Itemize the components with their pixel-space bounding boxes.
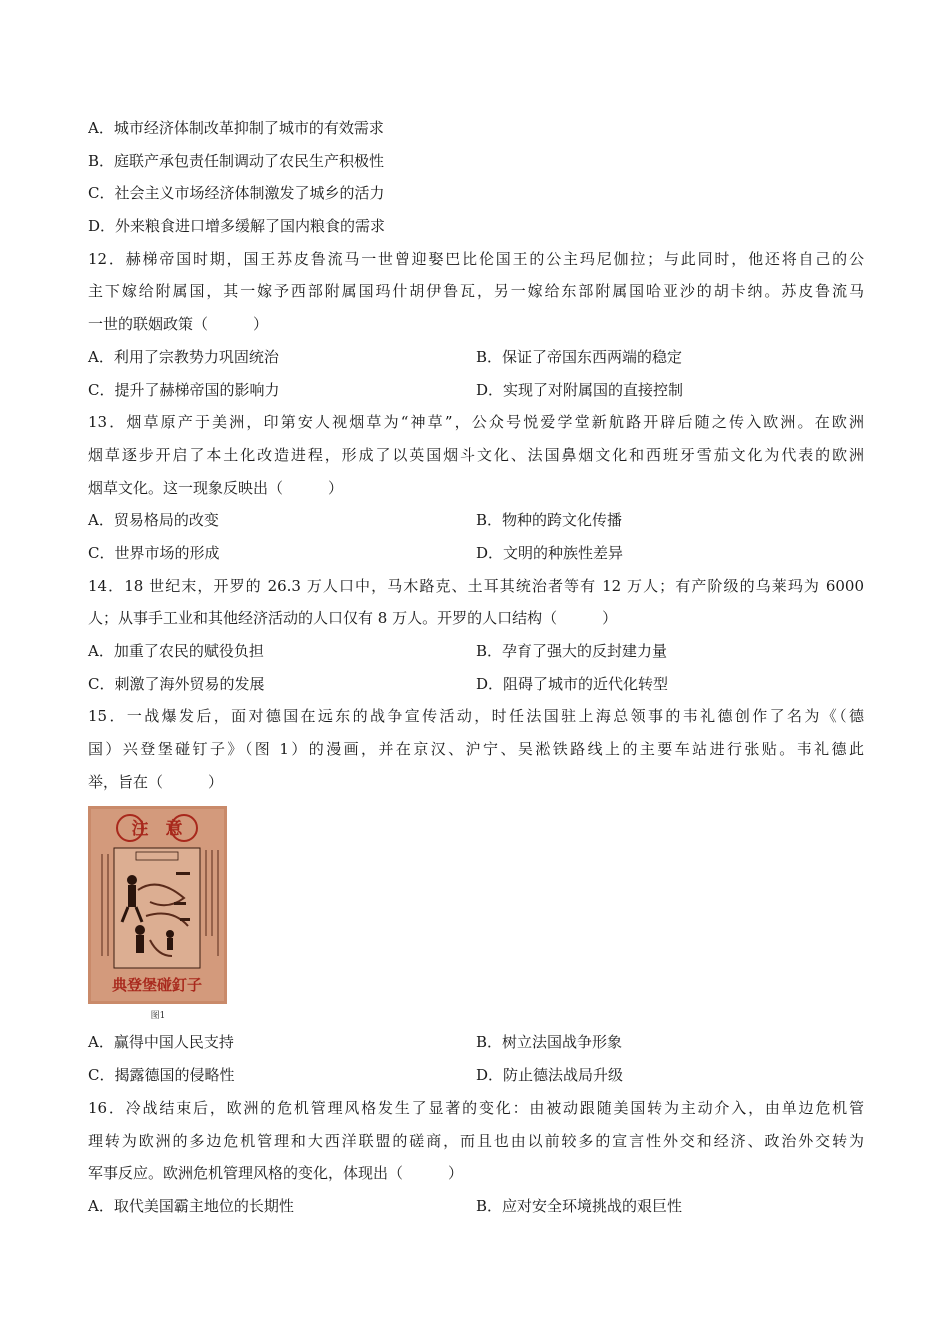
- q15-option-a[interactable]: A．赢得中国人民支持: [88, 1033, 234, 1052]
- q15-option-d[interactable]: D．防止德法战局升级: [476, 1066, 624, 1085]
- q13-option-c[interactable]: C．世界市场的形成: [88, 543, 220, 562]
- q13-option-b[interactable]: B．物种的跨文化传播: [476, 511, 623, 530]
- poster-footer-title: 典登堡碰釘子: [111, 976, 203, 995]
- question-12: [88, 243, 864, 406]
- q11-option-d[interactable]: D．外来粮食进口增多缓解了国内粮食的需求: [88, 217, 386, 236]
- q15-stem-line-3: 举，旨在（ ）: [88, 772, 224, 791]
- question-16: [88, 1092, 864, 1223]
- q11-options: [88, 112, 864, 243]
- q16-stem-line-1: 16．冷战结束后，欧洲的危机管理风格发生了显著的变化：由被动跟随美国转为主动介入，由单边危机管: [88, 1098, 864, 1117]
- q15-options-row-2: [88, 1059, 864, 1092]
- q11-option-c[interactable]: C．社会主义市场经济体制激发了城乡的活力: [88, 184, 385, 203]
- exam-page: [88, 112, 864, 1223]
- q14-stem-line-1: 14．18 世纪末，开罗的 26.3 万人口中，马木路克、土耳其统治者等有 12 万人；有产阶级的乌莱玛为 6000: [88, 576, 864, 595]
- q12-stem-line-3: 一世的联姻政策（ ）: [88, 315, 269, 334]
- q16-options-row-1: [88, 1190, 864, 1223]
- q14-option-a[interactable]: A．加重了农民的赋役负担: [88, 642, 264, 660]
- q15-option-c[interactable]: C．揭露德国的侵略性: [88, 1066, 235, 1085]
- q12-stem-line-2: 主下嫁给附属国，其一嫁予西部附属国玛什胡伊鲁瓦，另一嫁给东部附属国哈亚沙的胡卡纳。苏皮鲁流马: [88, 282, 864, 301]
- q15-options-row-1: [88, 1026, 864, 1059]
- q14-option-d[interactable]: D．阻碍了城市的近代化转型: [476, 674, 669, 693]
- q16-option-a[interactable]: A．取代美国霸主地位的长期性: [88, 1196, 294, 1215]
- q15-figure: [88, 806, 228, 1022]
- q13-stem-line-2: 烟草逐步开启了本土化改造进程，形成了以英国烟斗文化、法国鼻烟文化和西班牙雪茄文化为代表的欧洲: [88, 445, 864, 464]
- q15-option-b[interactable]: B．树立法国战争形象: [476, 1033, 623, 1052]
- q14-options-row-2: [88, 668, 864, 701]
- q14-stem-line-2: 人；从事手工业和其他经济活动的人口仅有 8 万人。开罗的人口结构（ ）: [88, 609, 618, 628]
- q16-option-b[interactable]: B．应对安全环境挑战的艰巨性: [476, 1196, 683, 1215]
- q14-option-b[interactable]: B．孕育了强大的反封建力量: [476, 642, 668, 660]
- propaganda-poster-image: [88, 806, 227, 1004]
- poster-header: 注 意: [131, 819, 183, 840]
- q13-options-row-2: [88, 537, 864, 570]
- q15-stem-line-2: 国）兴登堡碰钉子》（图 1）的漫画，并在京汉、沪宁、吴淞铁路线上的主要车站进行张贴。韦礼德此: [88, 740, 864, 759]
- question-13: [88, 406, 864, 569]
- q12-stem-line-1: 12．赫梯帝国时期，国王苏皮鲁流马一世曾迎娶巴比伦国王的公主玛尼伽拉；与此同时，他还将自己的公: [88, 249, 864, 268]
- figure-caption: 图1: [150, 1011, 166, 1022]
- q16-stem-line-2: 理转为欧洲的多边危机管理和大西洋联盟的磋商，而且也由以前较多的宣言性外交和经济、政治外交转为: [88, 1131, 864, 1150]
- q14-options-row-1: [88, 635, 864, 668]
- q12-option-d[interactable]: D．实现了对附属国的直接控制: [476, 380, 684, 399]
- q16-stem-line-3: 军事反应。欧洲危机管理风格的变化，体现出（ ）: [88, 1164, 464, 1183]
- q13-option-a[interactable]: A．贸易格局的改变: [88, 511, 219, 530]
- q11-option-a[interactable]: A．城市经济体制改革抑制了城市的有效需求: [88, 119, 384, 137]
- q13-stem-line-1: 13．烟草原产于美洲，印第安人视烟草为“神草”，公众号悦爱学堂新航路开辟后随之传入欧洲。在欧洲: [88, 413, 864, 432]
- q12-options-row-2: [88, 374, 864, 407]
- q15-stem-line-1: 15．一战爆发后，面对德国在远东的战争宣传活动，时任法国驻上海总领事的韦礼德创作了名为《（德: [88, 707, 864, 726]
- q11-option-b[interactable]: B．庭联产承包责任制调动了农民生产积极性: [88, 151, 385, 170]
- q12-option-c[interactable]: C．提升了赫梯帝国的影响力: [88, 380, 280, 399]
- q14-option-c[interactable]: C．刺激了海外贸易的发展: [88, 674, 265, 693]
- question-14: [88, 570, 864, 701]
- question-15: [88, 700, 864, 1091]
- q13-option-d[interactable]: D．文明的种族性差异: [476, 543, 624, 562]
- q12-options-row-1: [88, 341, 864, 374]
- q12-option-a[interactable]: A．利用了宗教势力巩固统治: [88, 347, 279, 366]
- q13-stem-line-3: 烟草文化。这一现象反映出（ ）: [88, 478, 344, 497]
- q13-options-row-1: [88, 504, 864, 537]
- q12-option-b[interactable]: B．保证了帝国东西两端的稳定: [476, 347, 683, 366]
